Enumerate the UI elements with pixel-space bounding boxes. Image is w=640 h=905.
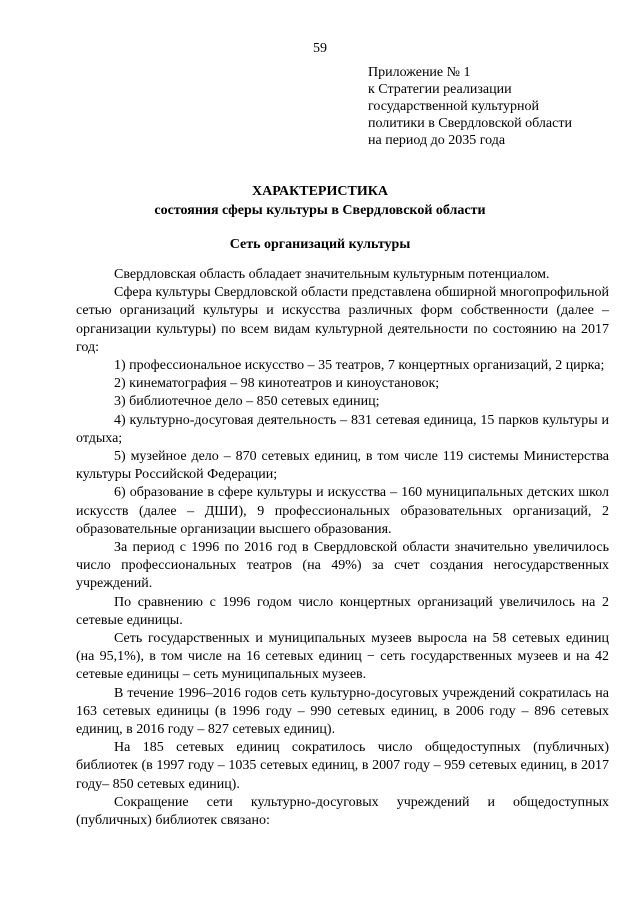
paragraph: По сравнению с 1996 годом число концертных организаций увеличилось на 2 сетевые единицы. bbox=[76, 594, 609, 628]
paragraph: 6) образование в сфере культуры и искусства – 160 муниципальных детских школ искусств (далее – ДШИ), 9 профессиональных образовательных организаций, 2 образовательные организации высшего образования. bbox=[76, 485, 609, 537]
document-title bbox=[0, 182, 640, 220]
page-number: 59 bbox=[313, 41, 327, 56]
section-title: Сеть организаций культуры bbox=[229, 237, 411, 252]
paragraph: 3) библиотечное дело – 850 сетевых единиц; bbox=[114, 394, 380, 410]
appendix-line: Приложение № 1 bbox=[368, 65, 471, 80]
paragraph: Сфера культуры Свердловской области представлена обширной многопрофильной сетью организаций культуры и искусства различных форм собственности (далее – организации культуры) по всем видам культурной деятельности по состоянию на 2017 год: bbox=[76, 285, 609, 355]
paragraph: За период с 1996 по 2016 год в Свердловской области значительно увеличилось число профессиональных театров (на 49%) за счет создания негосударственных учреждений. bbox=[76, 540, 609, 592]
title-main: ХАРАКТЕРИСТИКА bbox=[252, 184, 388, 199]
paragraph: Свердловская область обладает значительным культурным потенциалом. bbox=[114, 267, 550, 282]
appendix-line: политики в Свердловской области bbox=[368, 116, 572, 131]
paragraph: 5) музейное дело – 870 сетевых единиц, в том числе 119 системы Министерства культуры Российской Федерации; bbox=[76, 449, 609, 483]
paragraph: На 185 сетевых единиц сократилось число общедоступных (публичных) библиотек (в 1997 году – 1035 сетевых единиц, в 2007 году – 959 сетевых единиц, в 2017 году– 850 сетевых единиц). bbox=[76, 740, 609, 792]
paragraph: 2) кинематография – 98 кинотеатров и киноустановок; bbox=[114, 376, 440, 392]
appendix-note bbox=[368, 64, 618, 149]
paragraph: Сеть государственных и муниципальных музеев выросла на 58 сетевых единиц (на 95,1%), в том числе на 16 сетевых единиц − сеть государственных музеев и на 42 сетевые единицы – сеть муниципальных музеев. bbox=[76, 631, 609, 683]
paragraph: В течение 1996–2016 годов сеть культурно-досуговых учреждений сократилась на 163 сетевых единицы (в 1996 году – 990 сетевых единиц, в 2006 году – 896 сетевых единиц, в 2016 году – 827 сетевых единиц). bbox=[76, 685, 609, 738]
appendix-line: на период до 2035 года bbox=[368, 133, 506, 148]
title-sub: состояния сферы культуры в Свердловской области bbox=[154, 203, 486, 218]
appendix-line: к Стратегии реализации bbox=[368, 82, 512, 97]
paragraph: 1) профессиональное искусство – 35 театров, 7 концертных организаций, 2 цирка; bbox=[114, 358, 605, 374]
appendix-line: государственной культурной bbox=[368, 99, 540, 114]
paragraph: Сокращение сети культурно-досуговых учреждений и общедоступных (публичных) библиотек связано: bbox=[76, 794, 609, 829]
body-text bbox=[76, 266, 609, 830]
paragraph: 4) культурно-досуговая деятельность – 831 сетевая единица, 15 парков культуры и отдыха; bbox=[76, 412, 609, 446]
